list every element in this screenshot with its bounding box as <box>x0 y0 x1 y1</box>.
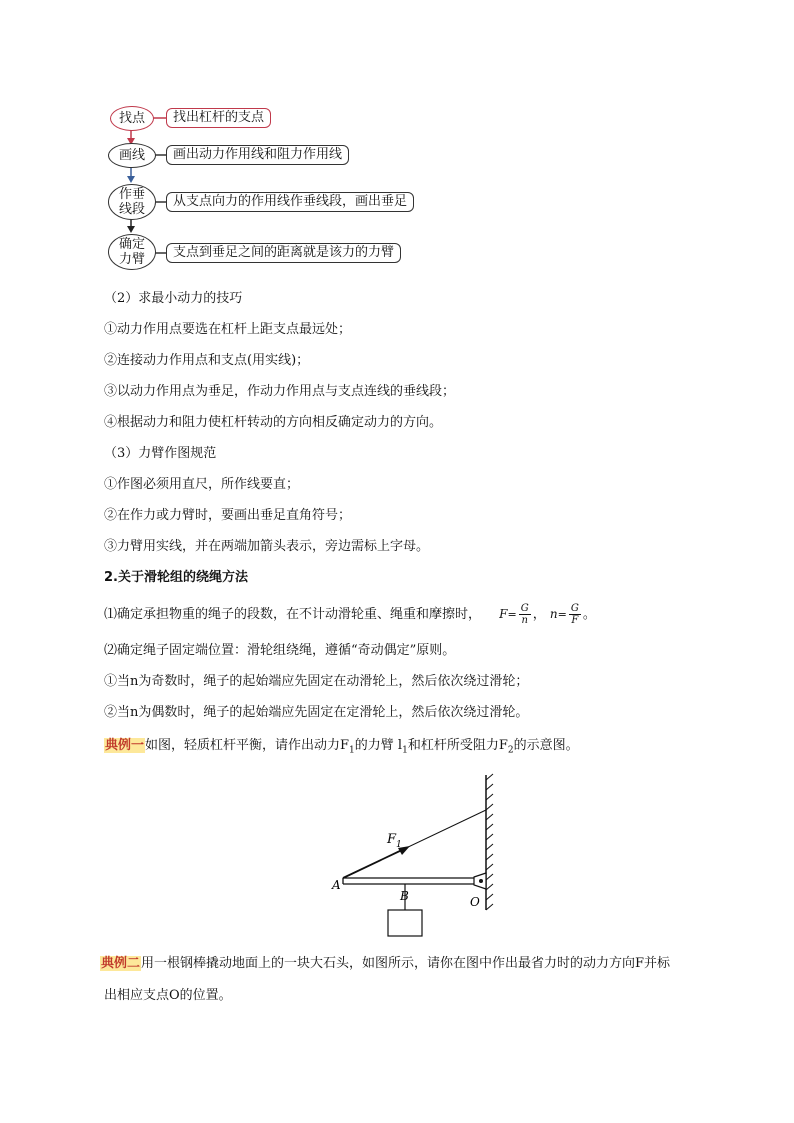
arm-rule-1: ①作图必须用直尺，所作线要直； <box>104 477 300 492</box>
pulley-para-4: ②当n为偶数时，绳子的起始端应先固定在定滑轮上，然后依次绕过滑轮。 <box>104 705 529 720</box>
label-O: O <box>470 895 480 909</box>
pulley-para-2: ⑵确定绳子固定端位置：滑轮组绕绳，遵循“奇动偶定”原则。 <box>104 643 456 658</box>
label-B: B <box>400 889 409 903</box>
min-force-item-2: ②连接动力作用点和支点(用实线)； <box>104 353 310 368</box>
min-force-item-3: ③以动力作用点为垂足，作动力作用点与支点连线的垂线段； <box>104 384 456 399</box>
flow-desc-perpendicular: 从支点向力的作用线作垂线段，画出垂足 <box>166 192 414 212</box>
flow-node-draw-line: 画线 <box>108 143 156 168</box>
example-2-tag: 典例二 <box>101 956 141 971</box>
section-arm-rules-title: （3）力臂作图规范 <box>104 446 217 461</box>
example-1-text: 典例一如图，轻质杠杆平衡，请作出动力$F_1$的力臂 $l_1$和杠杆所受阻力$F_2$的示意图。 <box>105 738 579 756</box>
example-2-text: 典例二用一根钢棒撬动地面上的一块大石头，如图所示，请你在图中作出最省力时的动力方向F并标 <box>101 956 671 971</box>
arm-rule-3: ③力臂用实线，并在两端加箭头表示，旁边需标上字母。 <box>104 539 430 554</box>
example-2-text-cont: 出相应支点O的位置。 <box>104 988 232 1003</box>
flow-desc-draw-line: 画出动力作用线和阻力作用线 <box>166 145 349 165</box>
flow-desc-arm: 支点到垂足之间的距离就是该力的力臂 <box>166 243 401 263</box>
min-force-item-4: ④根据动力和阻力使杠杆转动的方向相反确定动力的方向。 <box>104 415 443 430</box>
wall <box>486 774 493 910</box>
flow-node-perpendicular: 作垂 线段 <box>108 184 156 220</box>
lever-flowchart <box>100 100 440 275</box>
pulley-para-3: ①当n为奇数时，绳子的起始端应先固定在动滑轮上，然后依次绕过滑轮； <box>104 674 529 689</box>
flow-node-find-point: 找点 <box>110 106 154 131</box>
arm-rule-2: ②在作力或力臂时，要画出垂足直角符号； <box>104 508 352 523</box>
label-A: A <box>332 878 341 892</box>
lever-bar <box>343 878 476 884</box>
flow-desc-find-point: 找出杠杆的支点 <box>166 108 271 128</box>
pivot-hinge <box>474 873 486 889</box>
flow-node-arm: 确定 力臂 <box>108 234 156 270</box>
pulley-para-1: ⑴确定承担物重的绳子的段数，在不计动滑轮重、绳重和摩擦时， F= $\frac{G}{n}$ ， n= $\frac{G}{F}$ 。 <box>104 603 596 626</box>
lever-diagram <box>330 770 510 940</box>
example-1-tag: 典例一 <box>105 738 145 753</box>
section-min-force-title: （2）求最小动力的技巧 <box>104 291 243 306</box>
min-force-item-1: ①动力作用点要选在杠杆上距支点最远处； <box>104 322 352 337</box>
section-pulley-heading: 2.关于滑轮组的绕绳方法 <box>104 570 248 585</box>
formula-force: F= $\frac{G}{n}$ ， n= $\frac{G}{F}$ 。 <box>499 603 596 626</box>
label-F1: $F_1$ <box>387 832 402 850</box>
rope-and-force <box>343 810 486 878</box>
